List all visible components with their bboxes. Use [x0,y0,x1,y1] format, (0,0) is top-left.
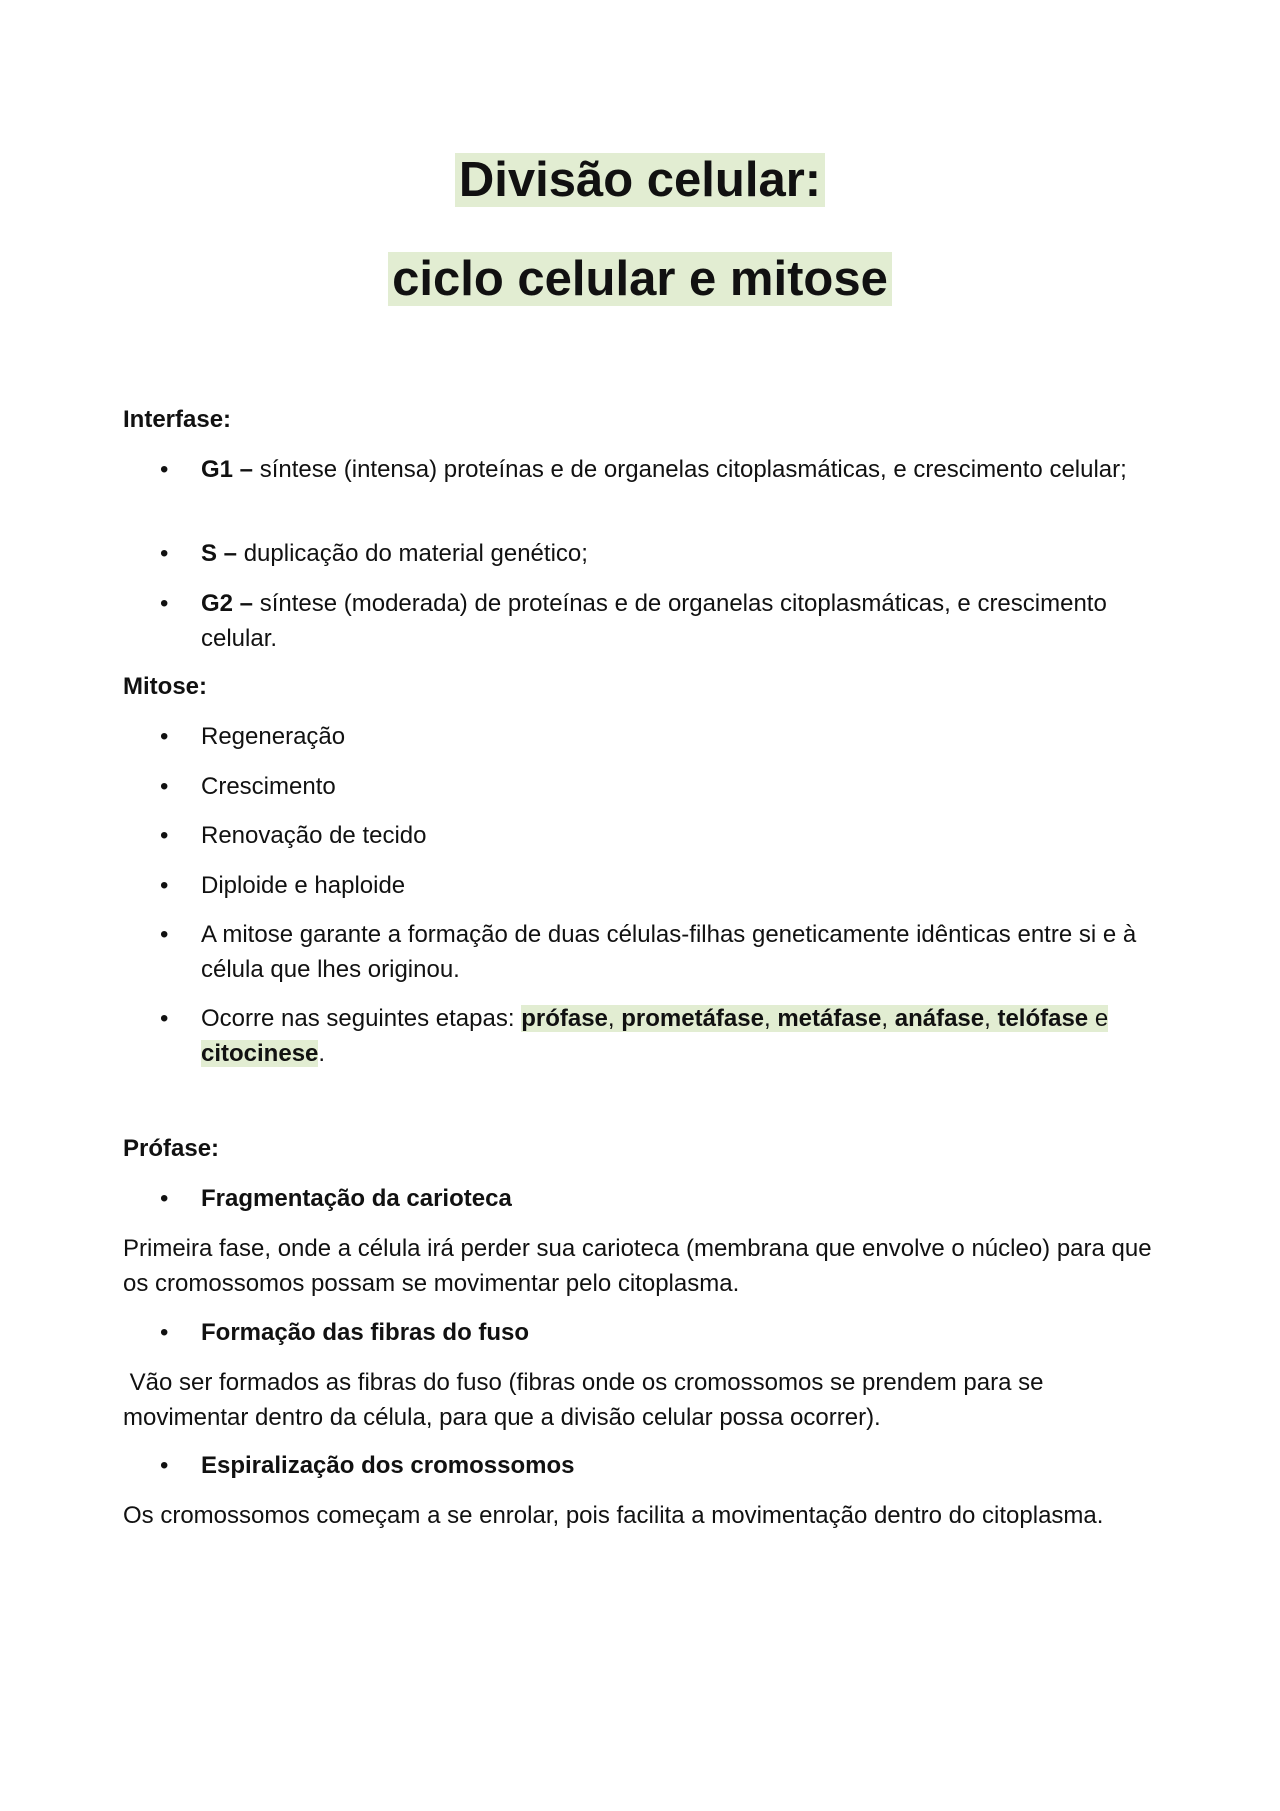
phase-citocinese: citocinese [201,1040,319,1067]
list-item-g2: • G2 – síntese (moderada) de proteínas e de organelas citoplasmáticas, e crescimento celular. [160,590,1107,652]
profase-paragraph-2: Vão ser formados as fibras do fuso (fibras onde os cromossomos se prendem para se movimentar dentro da célula, para que a divisão celular possa ocorrer). [123,1369,1051,1431]
profase-subheading-1: • Fragmentação da carioteca [160,1185,512,1212]
profase-paragraph-3: Os cromossomos começam a se enrolar, pois facilita a movimentação dentro do citoplasma. [123,1502,1104,1529]
list-item-renovacao: • Renovação de tecido [160,822,427,849]
list-item-diploide: • Diploide e haploide [160,872,406,899]
list-item-etapas: • Ocorre nas seguintes etapas: prófase, prometáfase, metáfase, anáfase, telófase e citocinese. [160,1005,1109,1067]
phase-prometafase: prometáfase [621,1005,764,1032]
list-item-mitose-garante: • A mitose garante a formação de duas células-filhas geneticamente idênticas entre si e à célula que lhes originou. [160,921,1137,983]
phase-anafase: anáfase [894,1005,985,1032]
interfase-heading: Interfase: [123,406,232,433]
profase-subheading-3: • Espiralização dos cromossomos [160,1452,575,1479]
profase-subheading-2: • Formação das fibras do fuso [160,1319,530,1346]
list-item-crescimento: • Crescimento [160,773,336,800]
etapas-highlight: prófase, prometáfase, metáfase, anáfase, telófase e citocinese [201,1005,1109,1067]
phase-metafase: metáfase [777,1005,882,1032]
page-title-line-1: Divisão celular: [0,150,1280,210]
phase-profase: prófase [521,1005,608,1032]
phase-telofase: telófase [997,1005,1089,1032]
profase-paragraph-1: Primeira fase, onde a célula irá perder sua carioteca (membrana que envolve o núcleo) para que os cromossomos possam se movimentar pelo citoplasma. [123,1235,1152,1297]
list-item-g1: • G1 – síntese (intensa) proteínas e de organelas citoplasmáticas, e crescimento celular; [160,456,1127,483]
mitose-heading: Mitose: [123,673,207,700]
page-title-line-2: ciclo celular e mitose [0,249,1280,309]
profase-heading: Prófase: [123,1135,220,1162]
list-item-regeneracao: • Regeneração [160,723,346,750]
list-item-s: • S – duplicação do material genético; [160,540,588,567]
